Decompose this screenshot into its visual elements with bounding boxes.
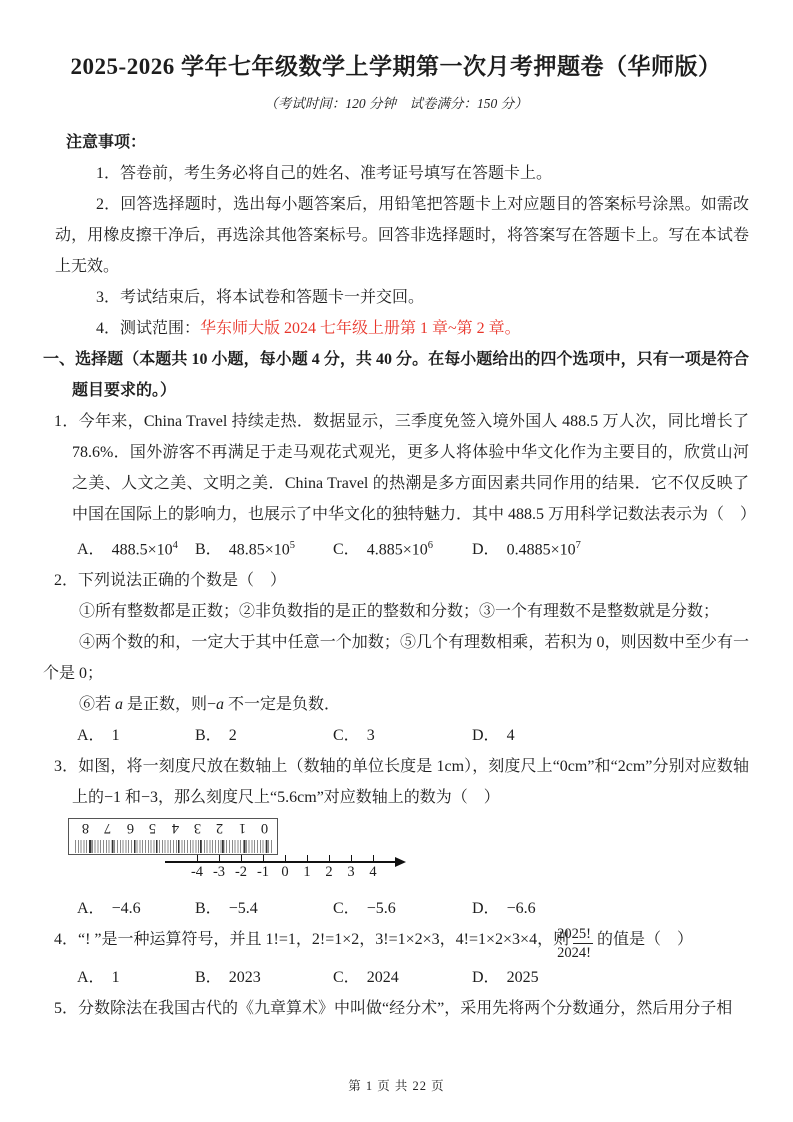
statement-6-text-mid: 是正数，则− bbox=[123, 696, 217, 714]
question-1-text: 1．今年来，China Travel 持续走热．数据显示，三季度免签入境外国人 488.5 万人次，同比增长了 78.6%．国外游客不再满足于走马观花式观光，更多人将体验中华文化作为主要目的，欣赏山河之美、人文之美、文明之美．China Travel 的热潮是多方面因素共同作用的结果．它不仅反映了中国在国际上的影响力，也展示了中华文化的独特魅力．其中 488.5 万用科学记数法表示为（ ） bbox=[54, 413, 757, 523]
question-5-text: 5．分数除法在我国古代的《九章算术》中叫做“经分术”，采用先将两个分数通分，然后用分子相 bbox=[54, 1000, 733, 1017]
question-3 bbox=[43, 751, 749, 924]
option-b-label: B． bbox=[195, 541, 222, 559]
variable-a: a bbox=[115, 696, 124, 714]
fraction-numerator: 2025! bbox=[573, 926, 593, 945]
test-scope-label: 4．测试范围： bbox=[96, 320, 201, 337]
statement-6-text: ⑥若 bbox=[79, 696, 116, 714]
question-2-statements-1: ①所有整数都是正数；②非负数指的是正的整数和分数；③一个有理数不是整数就是分数； bbox=[79, 603, 720, 621]
option-c-label: C． bbox=[333, 541, 360, 559]
option-a-exponent: 4 bbox=[172, 540, 178, 551]
option-a-value: 488.5×10 bbox=[111, 541, 173, 559]
number-line-arrowhead bbox=[395, 857, 406, 867]
ruler-scale-numbers: 8 7 6 5 4 3 2 1 0 bbox=[81, 820, 269, 837]
option-b-exponent: 5 bbox=[289, 540, 295, 551]
question-4-option-d: D． 2025 bbox=[472, 969, 539, 986]
number-line-labels: -4 -3 -2 -1 0 1 2 3 4 bbox=[186, 855, 384, 880]
question-4-option-c: C． 2024 bbox=[333, 969, 399, 986]
statement-6-text-end: 不一定是负数． bbox=[224, 696, 341, 714]
question-2-option-b: B． 2 bbox=[195, 727, 237, 745]
question-3-option-a: A． −4.6 bbox=[77, 900, 141, 918]
question-4-option-b: B． 2023 bbox=[195, 969, 261, 986]
question-2 bbox=[43, 565, 749, 751]
question-2-statements-3 bbox=[43, 689, 749, 720]
question-4-text-pre: 4．“! ”是一种运算符号，并且 1!=1，2!=1×2，3!=1×2×3，4!=1×2×3×4，则 bbox=[54, 931, 570, 949]
fraction-2025-over-2024 bbox=[557, 925, 593, 962]
question-3-option-d: D． −6.6 bbox=[472, 900, 536, 918]
question-1 bbox=[43, 406, 757, 565]
question-1-option-c bbox=[333, 530, 472, 565]
notice-item-4 bbox=[55, 313, 749, 344]
option-d-value: 0.4885×10 bbox=[506, 541, 576, 559]
question-2-statements-2: ④两个数的和，一定大于其中任意一个加数；⑤几个有理数相乘，若积为 0，则因数中至少有一个是 0； bbox=[43, 634, 749, 683]
notice-item-1: 1．答卷前，考生务必将自己的姓名、准考证号填写在答题卡上。 bbox=[96, 165, 553, 182]
option-a-label: A． bbox=[77, 541, 105, 559]
question-1-option-d bbox=[472, 530, 581, 565]
ruler-number-line-figure bbox=[43, 816, 749, 892]
option-d-label: D． bbox=[472, 541, 500, 559]
option-d-exponent: 7 bbox=[575, 540, 581, 551]
question-1-options bbox=[43, 530, 749, 565]
ruler-tick-band bbox=[75, 840, 274, 853]
page-footer: 第 1 页 共 22 页 bbox=[348, 1079, 445, 1093]
question-4-text bbox=[43, 924, 749, 962]
question-1-option-b bbox=[195, 530, 333, 565]
option-b-value: 48.85×10 bbox=[228, 541, 290, 559]
fraction-denominator: 2024! bbox=[557, 945, 591, 962]
section-1-heading: 一、选择题（本题共 10 小题，每小题 4 分，共 40 分。在每小题给出的四个选项中，只有一项是符合题目要求的。） bbox=[43, 351, 749, 399]
question-3-option-c: C． −5.6 bbox=[333, 900, 396, 918]
question-2-option-c: C． 3 bbox=[333, 727, 375, 745]
option-c-exponent: 6 bbox=[427, 540, 433, 551]
notice-item-2: 2．回答选择题时，选出每小题答案后，用铅笔把答题卡上对应题目的答案标号涂黑。如需改动，用橡皮擦干净后，再选涂其他答案标号。回答非选择题时，将答案写在答题卡上。写在本试卷上无效。 bbox=[55, 196, 749, 275]
question-2-options bbox=[43, 720, 749, 751]
question-3-options bbox=[43, 893, 749, 924]
notice-heading: 注意事项： bbox=[66, 134, 147, 151]
exam-meta-line: （考试时间：120 分钟 试卷满分：150 分） bbox=[264, 96, 528, 111]
question-1-option-a bbox=[77, 530, 195, 565]
option-c-value: 4.885×10 bbox=[366, 541, 428, 559]
question-2-text: 2．下列说法正确的个数是（ ） bbox=[54, 572, 287, 590]
question-3-text: 3．如图，将一刻度尺放在数轴上（数轴的单位长度是 1cm），刻度尺上“0cm”和“2cm”分别对应数轴上的−1 和−3，那么刻度尺上“5.6cm”对应数轴上的数为（ ） bbox=[54, 758, 749, 807]
question-2-option-d: D． 4 bbox=[472, 727, 515, 745]
variable-a-negated: a bbox=[216, 696, 225, 714]
question-4 bbox=[43, 924, 749, 993]
question-4-options bbox=[43, 962, 749, 993]
question-5 bbox=[43, 993, 749, 1024]
question-2-option-a: A． 1 bbox=[77, 727, 120, 745]
question-3-option-b: B． −5.4 bbox=[195, 900, 258, 918]
question-4-option-a: A． 1 bbox=[77, 969, 120, 986]
test-scope-red-text: 华东师大版 2024 七年级上册第 1 章~第 2 章。 bbox=[200, 320, 521, 337]
question-4-text-post: 的值是（ ） bbox=[596, 931, 693, 949]
exam-title: 2025-2026 学年七年级数学上学期第一次月考押题卷（华师版） bbox=[70, 54, 722, 79]
ruler bbox=[68, 818, 278, 855]
notice-section bbox=[55, 127, 749, 344]
notice-item-3: 3．考试结束后，将本试卷和答题卡一并交回。 bbox=[96, 289, 425, 306]
